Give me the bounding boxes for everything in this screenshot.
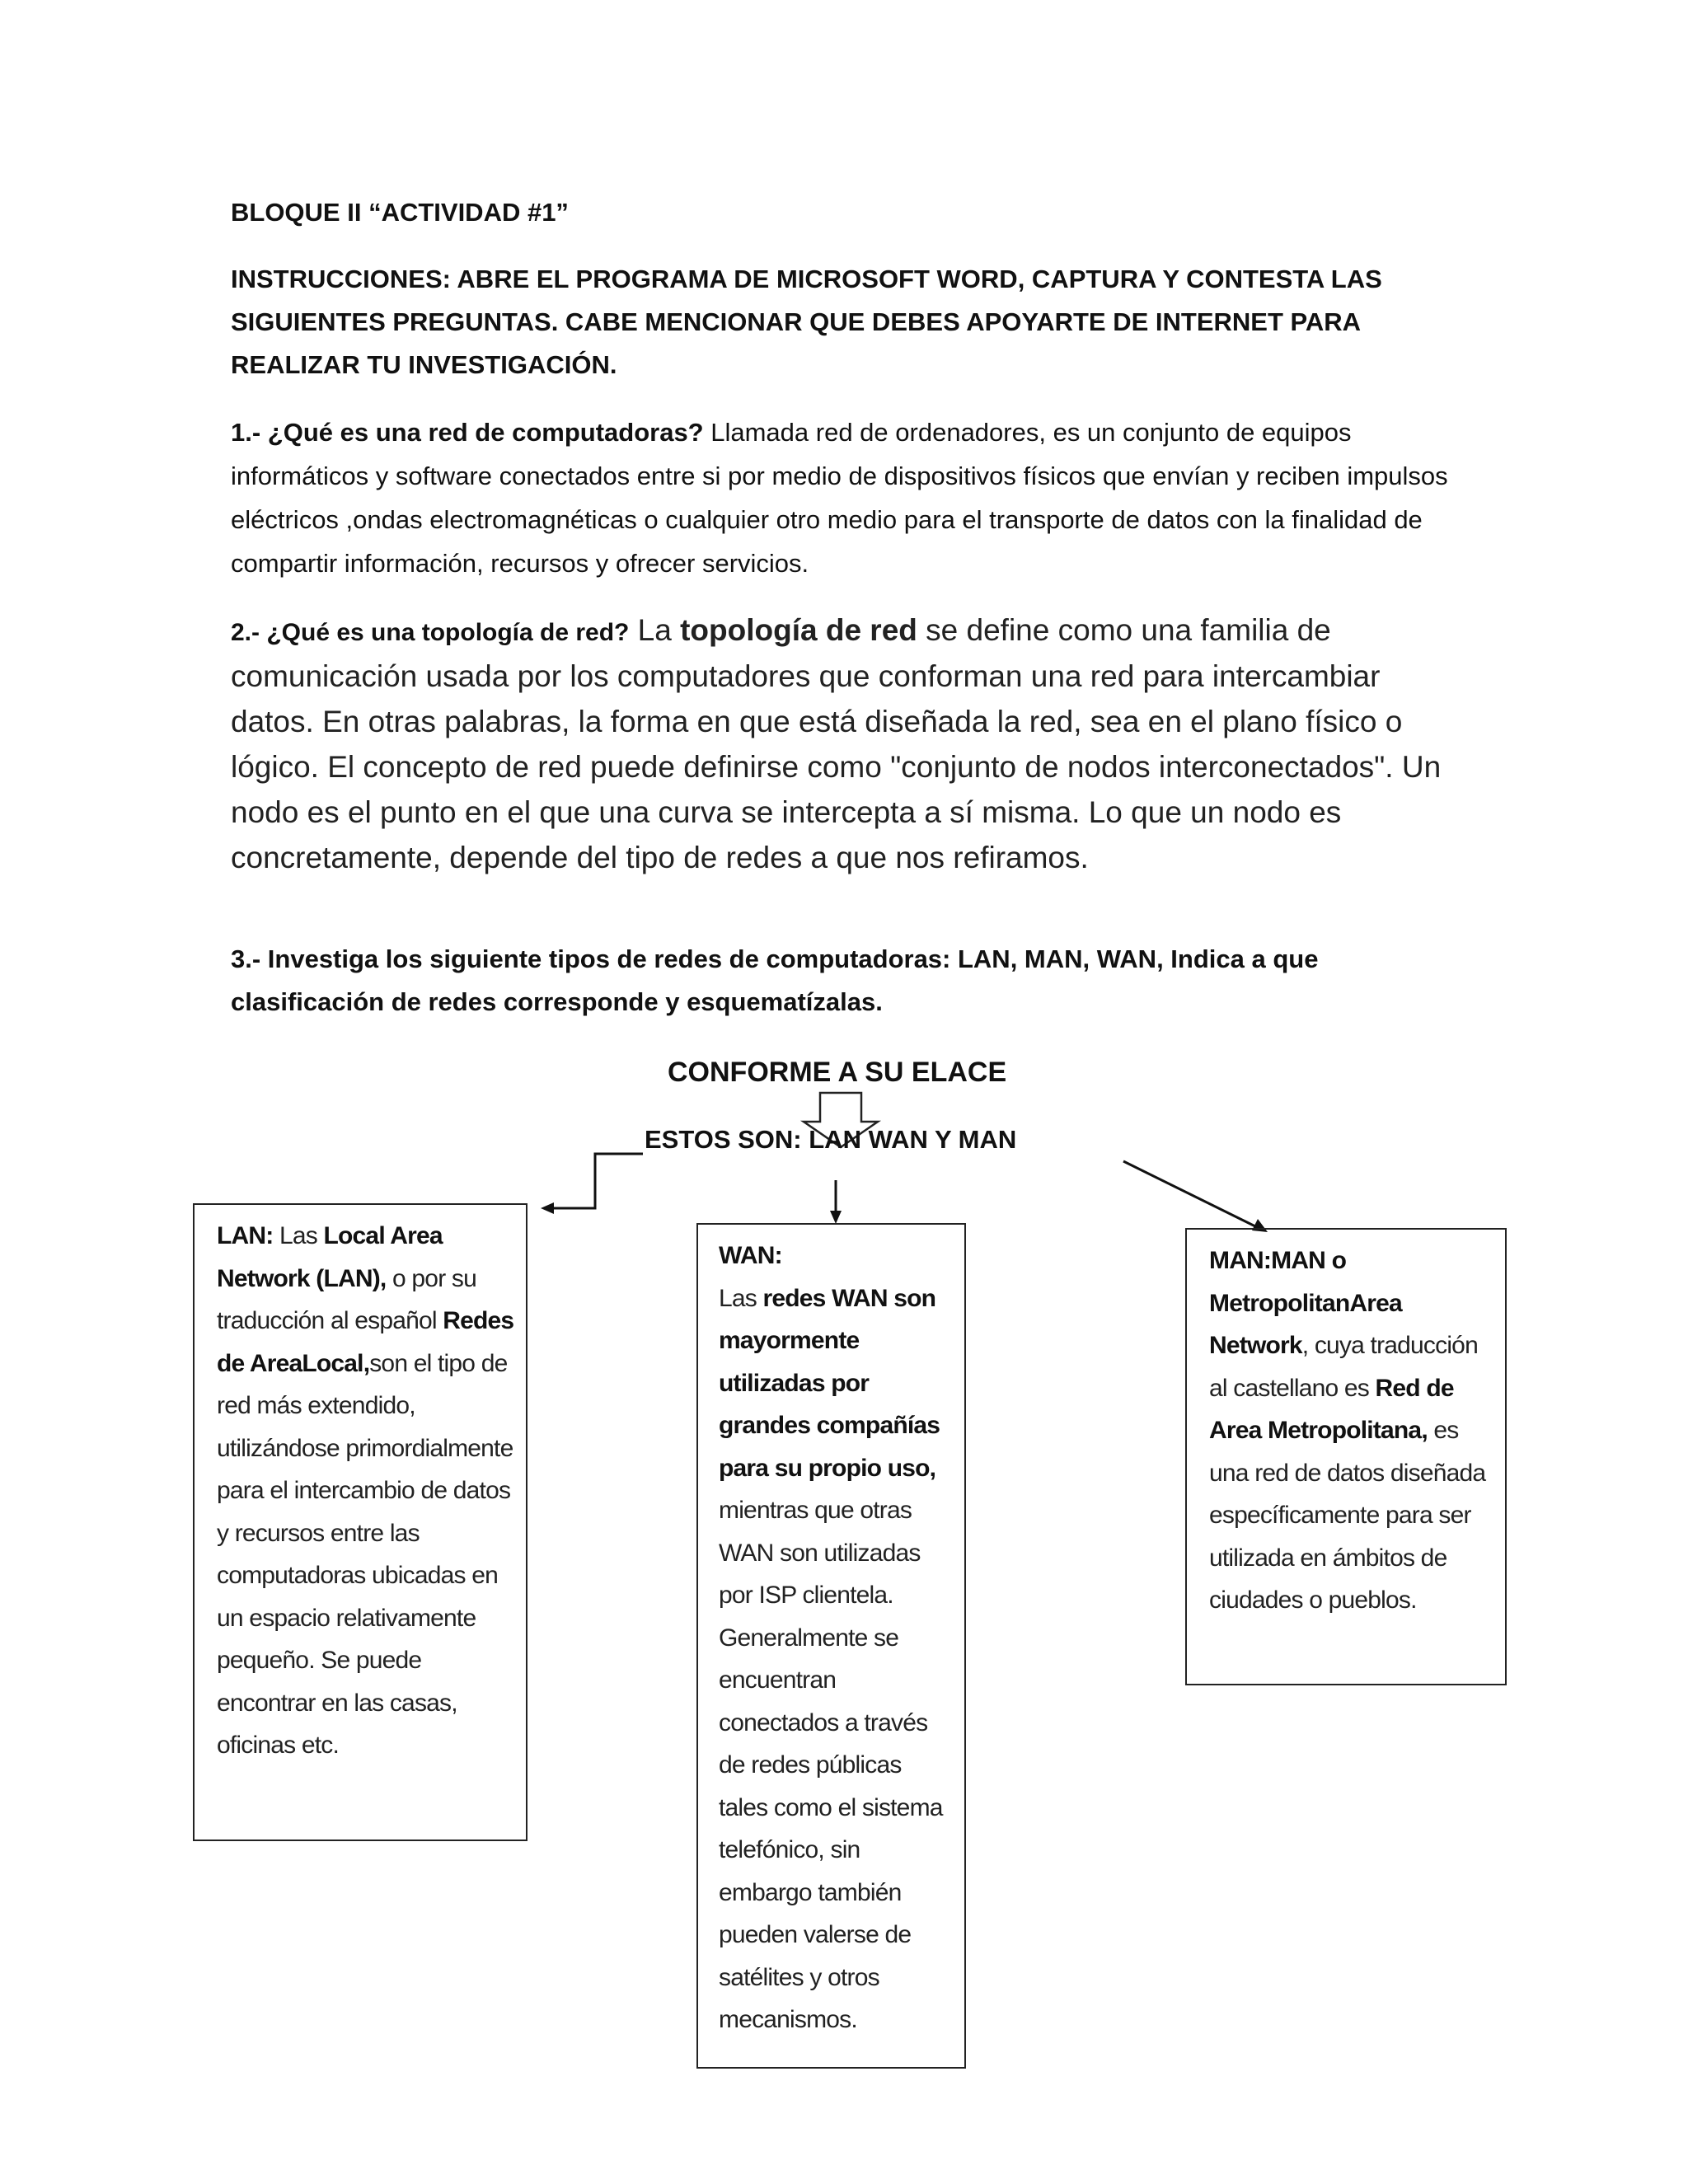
- lan-text: son el tipo de red más extendido, utilizándose primordialmente para el intercambio de datos y recursos entre las computadoras ubicadas en un espacio relativamente pequeño. Se puede encontrar en las casas, oficinas etc.: [217, 1349, 513, 1759]
- connector-to-man: [1123, 1161, 1255, 1226]
- question-3: 3.- Investiga los siguiente tipos de redes de computadoras: LAN, MAN, WAN, Indica a que clasificación de redes corresponde y esquematízalas.: [231, 944, 1319, 1016]
- lan-text: o por su traducción al español: [217, 1264, 477, 1334]
- question-2-label: 2.- ¿Qué es una topología de red?: [231, 619, 630, 646]
- wan-box: [696, 1223, 966, 2069]
- lan-term: Redes de AreaLocal,: [217, 1307, 514, 1377]
- question-2-answer: se define como una familia de comunicación usada por los computadores que conforman una red para intercambiar datos. En otras palabras, la forma en que está diseñada la red, sea en el plano físico o lógico. El concepto de red puede definirse como "conjunto de nodos interconectados". Un nodo es el punto en el que una curva se intercepta a sí misma. Lo que un nodo es concretamente, depende del tipo de redes a que nos refiramos.: [231, 613, 1442, 874]
- lan-term: Local Area Network (LAN),: [217, 1222, 443, 1292]
- lan-label: LAN:: [217, 1222, 274, 1249]
- lan-box: [193, 1203, 528, 1841]
- instructions: INSTRUCCIONES: ABRE EL PROGRAMA DE MICROSOFT WORD, CAPTURA Y CONTESTA LAS SIGUIENTES PREGUNTAS. CABE MENCIONAR QUE DEBES APOYARTE DE INTERNET PARA REALIZAR TU INVESTIGACIÓN.: [231, 265, 1382, 379]
- wan-label: WAN:: [719, 1242, 782, 1269]
- question-2-answer-term: topología de red: [680, 613, 917, 647]
- wan-term: redes WAN son mayormente utilizadas por grandes compañías para su propio uso,: [719, 1284, 940, 1482]
- man-box: [1185, 1228, 1507, 1685]
- arrowhead-lan: [541, 1202, 554, 1214]
- man-text: es una red de datos diseñada específicamente para ser utilizada en ámbitos de ciudades o pueblos.: [1209, 1417, 1486, 1614]
- man-label: MAN:: [1209, 1247, 1272, 1274]
- question-2-answer-start: La: [629, 613, 681, 647]
- man-term: MAN o MetropolitanArea Network: [1209, 1247, 1402, 1359]
- question-1-label: 1.- ¿Qué es una red de computadoras?: [231, 418, 704, 447]
- arrowhead-wan: [830, 1211, 842, 1224]
- wan-text: mientras que otras WAN son utilizadas por ISP clientela. Generalmente se encuentran conectados a través de redes públicas tales como el sistema telefónico, sin embargo también pueden valerse de satélites y otros mecanismos.: [719, 1497, 943, 2033]
- connector-to-lan: [551, 1154, 643, 1208]
- wan-text: Las: [719, 1284, 763, 1312]
- man-text: , cuya traducción al castellano es: [1209, 1332, 1478, 1402]
- diagram-title: CONFORME A SU ELACE: [668, 1057, 1007, 1088]
- man-term: Red de Area Metropolitana,: [1209, 1374, 1454, 1444]
- diagram-subtitle: ESTOS SON: LAN WAN Y MAN: [645, 1125, 1017, 1154]
- document-title: BLOQUE II “ACTIVIDAD #1”: [231, 198, 569, 227]
- lan-text: Las: [273, 1222, 324, 1249]
- question-1-answer: Llamada red de ordenadores, es un conjunto de equipos informáticos y software conectados entre si por medio de dispositivos físicos que envían y reciben impulsos eléctricos ,ondas electromagnéticas o cualquier otro medio para el transporte de datos con la finalidad de compartir información, recursos y ofrecer servicios.: [231, 418, 1448, 578]
